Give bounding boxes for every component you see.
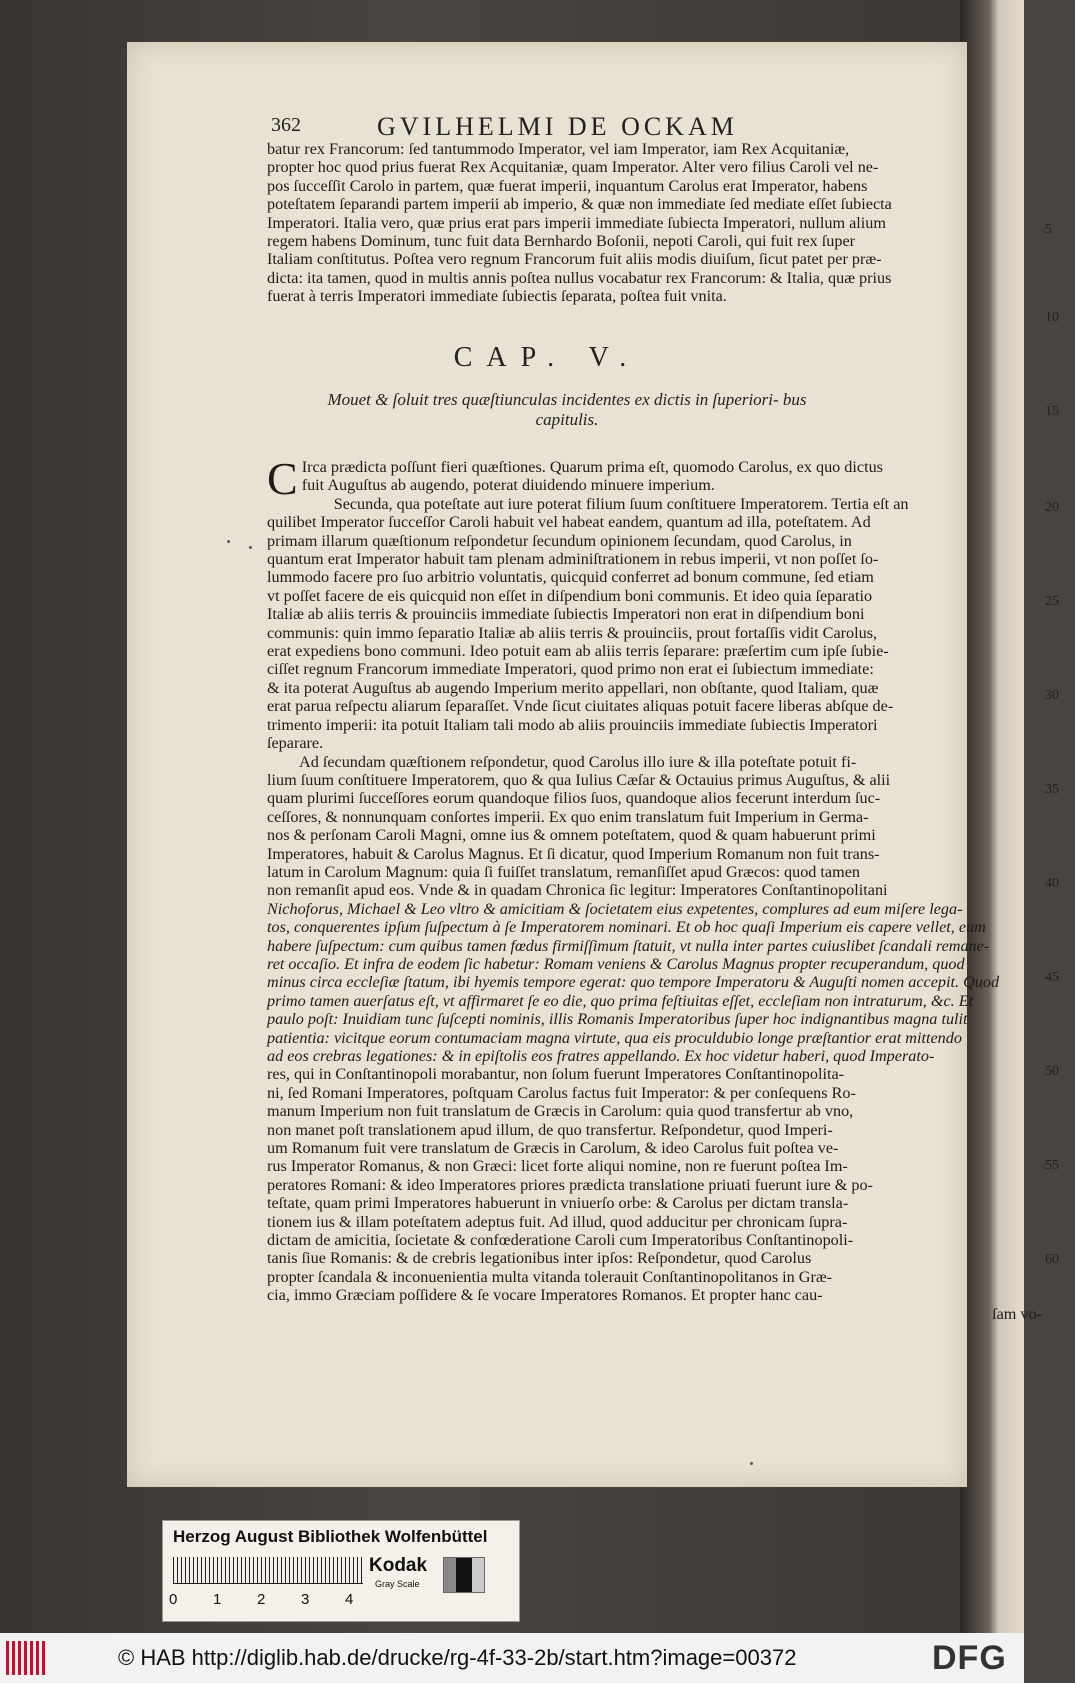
text-line: ciſſet regnum Francorum immediate Imperatori, quod primo non erat ei ſubiectum immediate: — [267, 660, 874, 679]
dfg-logo[interactable]: DFG — [932, 1639, 1007, 1677]
text-line: patientia: vicitque eorum contumaciam magna virtute, qua eis proculdubio longe præſtantior erat mittendo — [267, 1028, 962, 1047]
text-line: nos & perſonam Caroli Magni, omne ius & omnem poteſtatem, quod & quam habuerunt primi — [267, 826, 876, 845]
gray-scale-swatch — [443, 1557, 485, 1593]
text-block-top — [267, 140, 1042, 306]
text-line: tos, conquerentes ipſum ſuſpectum à ſe Imperatorem nominari. Et ob hoc quaſi Imperium eis capere vellet, eum — [267, 918, 986, 937]
text-line: quantum erat Imperator habuit tam plenam adminiſtrationem in rebus imperii, vt non poſſet ſo- — [267, 550, 879, 569]
line-number: 30 — [1045, 688, 1059, 703]
margin-mark — [750, 1462, 753, 1465]
copyright-link[interactable]: © HAB http://diglib.hab.de/drucke/rg-4f-33-2b/start.htm?image=00372 — [118, 1645, 797, 1670]
footer-bar — [0, 1633, 1024, 1683]
gray-scale-label: Gray Scale — [375, 1579, 420, 1589]
line-number: 25 — [1045, 594, 1059, 609]
text-line: non manet poſt translationem apud illum, de quo transfertur. Reſpondetur, quod Imperi- — [267, 1120, 833, 1139]
margin-mark — [227, 540, 230, 543]
text-line: teſtate, quam primi Imperatores habuerunt in vniuerſo orbe: & Carolus per dictam transla- — [267, 1194, 849, 1213]
text-line: peratores Romani: & ideo Imperatores priores prædicta translatione priuati fuerunt iure & po- — [267, 1175, 873, 1194]
text-line: ni, ſed Romani Imperatores, poſtquam Carolus factus fuit Imperator: & per conſequens Ro- — [267, 1083, 856, 1102]
page-number: 362 — [271, 114, 301, 136]
ruler-number: 2 — [257, 1591, 266, 1608]
line-number: 15 — [1045, 404, 1059, 419]
text-line: Italiam conſtitutus. Poſtea vero regnum Francorum fuit aliis modis diuiſum, ſicut patet per præ- — [267, 250, 882, 269]
text-block-main — [267, 453, 1042, 1323]
text-line: erat expediens bono communi. Ideo potuit eam ab aliis terris ſeparare: præſertim cum ipſe ſubie- — [267, 642, 889, 661]
text-line: primam illarum quæſtionum reſpondetur ſecundum opinionem ſecundam, quod Carolus, in — [267, 531, 852, 550]
text-line: tionem ius & illam poteſtatem adeptus fuit. Ad illud, quod adducitur per chronicam ſupra- — [267, 1212, 848, 1231]
text-line: Secunda, qua poteſtate aut iure poterat filium ſuum conſtituere Imperatorem. Tertia eſt an — [333, 494, 909, 513]
text-line: lummodo facere pro ſuo arbitrio voluntatis, quicquid conferret ad bonum commune, ſed etiam — [267, 568, 874, 587]
text-line: minus circa eccleſiæ ſtatum, ibi hyemis tempore egerat: quo tempore Imperatoru & Auguſti nomen accepit. Quod — [267, 973, 1000, 992]
line-number: 55 — [1045, 1158, 1059, 1173]
ruler-number: 3 — [301, 1591, 310, 1608]
text-line: batur rex Francorum: ſed tantummodo Imperator, vel iam Imperator, iam Rex Acquitaniæ, — [267, 140, 850, 158]
scale-ruler — [173, 1557, 363, 1584]
text-line: propter ſcandala & inconuenientia multa vitanda tolerauit Conſtantinopolitanos in Græ- — [267, 1267, 833, 1286]
text-line: vt poſſet facere de eis quicquid non eſſet in diſpendium boni communis. Et ideo quia ſeparatio — [267, 586, 873, 605]
text-line: & ita poterat Auguſtus ab augendo Imperium merito appellari, non obſtante, quod Italiam, quæ — [267, 678, 879, 697]
catchword: ſam vo- — [992, 1304, 1042, 1323]
text-line: primo tamen auerſatus eſt, vt affirmaret ſe eo die, quo prima feſtiuitas eſſet, eccleſiam non intraturum, &c. Et — [267, 991, 974, 1010]
text-line: fuerat à terris Imperatori immediate ſubiectis ſeparata, poſtea fuit vnita. — [267, 287, 727, 306]
library-color-target — [162, 1520, 520, 1622]
ruler-numbers — [169, 1591, 369, 1611]
text-line: propter hoc quod prius fuerat Rex Acquitaniæ, quam Imperator. Alter vero filius Caroli vel ne- — [267, 158, 879, 177]
line-number: 60 — [1045, 1252, 1059, 1267]
text-line: um Romanum fuit vere translatum de Græcis in Carolum, & ideo Carolus fuit poſtea ve- — [267, 1139, 839, 1158]
text-line: pos ſucceſſit Carolo in partem, quæ fuerat imperii, inquantum Carolus erat Imperator, habens — [267, 176, 868, 195]
line-number: 40 — [1045, 876, 1059, 891]
line-number: 20 — [1045, 500, 1059, 515]
text-line: lium ſuum conſtituere Imperatorem, quo & qua Iulius Cæſar & Octauius primus Auguſtus, & alii — [267, 770, 891, 789]
text-line: tanis ſiue Romanis: & de crebris legationibus inter ipſos: Reſpondetur, quod Carolus — [267, 1249, 812, 1268]
line-number: 45 — [1045, 970, 1059, 985]
text-line: quilibet Imperator ſucceſſor Caroli habuit vel habeat eandem, quantum ad illa, poteſtatem. Ad — [267, 513, 871, 532]
book-page — [127, 42, 1059, 1487]
margin-mark — [249, 546, 252, 549]
text-line: dicta: ita tamen, quod in multis annis poſtea nullus vocabatur rex Francorum: & Italia, quæ prius — [267, 268, 892, 287]
running-head — [127, 112, 967, 142]
text-line: Irca prædicta poſſunt fieri quæſtiones. Quarum prima eſt, quomodo Carolus, ex quo dictus — [301, 458, 883, 476]
text-line: Italiæ ab aliis terris & prouinciis immediate ſubiectis Imperatori non erat in diſpendium boni — [267, 605, 865, 624]
library-name: Herzog August Bibliothek Wolfenbüttel — [173, 1527, 488, 1546]
text-line: erat parua reſpectu aliarum ſeparaſſet. Vnde ſicut ciuitates aliquas potuit facere liberas abſque de- — [267, 697, 894, 716]
text-line: ad eos crebras legationes: & in epiſtolis eos fratres appellando. Ex hoc videtur haberi, quod Imperato- — [267, 1047, 935, 1065]
line-number: 5 — [1045, 222, 1052, 237]
text-line: ceſſores, & nonnunquam conſortes imperii. Ex quo enim translatum fuit Imperium in Germa- — [267, 807, 869, 826]
kodak-logo: Kodak — [369, 1555, 428, 1576]
line-number: 50 — [1045, 1064, 1059, 1079]
running-title: GVILHELMI DE OCKAM — [377, 112, 738, 141]
text-line: manum Imperium non fuit translatum de Græcis in Carolum: quia quod transfertur ab vno, — [267, 1102, 854, 1121]
text-line: communis: quin immo ſeparatio Italiæ ab aliis terris & prouinciis, prout fortaſſis vidit Carolus, — [267, 623, 878, 642]
text-line: Ad ſecundam quæſtionem reſpondetur, quod Carolus illo iure & illa poteſtate potuit fi- — [299, 752, 857, 771]
text-line: Imperatori. Italia vero, quæ prius erat pars imperii immediate ſubiecta Imperatori, nullum alium — [267, 213, 886, 232]
ruler-number: 4 — [345, 1591, 354, 1608]
chapter-summary: Mouet & ſoluit tres quæſtiunculas incidentes ex dictis in ſuperiori- bus capitulis. — [327, 390, 807, 429]
text-line: cia, immo Græciam poſſidere & ſe vocare Imperatores Romanos. Et propter hanc cau- — [267, 1286, 823, 1305]
text-line: latum in Carolum Magnum: quia ſi fuiſſet translatum, remanſiſſet apud Græcos: quod tamen — [267, 862, 860, 881]
text-line: fuit Auguſtus ab augendo, poterat diuidendo minuere imperium. — [301, 476, 715, 495]
chapter-heading: CAP. V. — [453, 342, 641, 373]
text-line: non remanſit apud eos. Vnde & in quadam Chronica ſic legitur: Imperatores Conſtantinopolitani — [267, 881, 888, 900]
text-line: habere ſuſpectum: cum quibus tamen fœdus firmiſſimum ſtatuit, vt nulla inter partes cuiuslibet ſcandali remane- — [267, 936, 990, 955]
text-line: res, qui in Conſtantinopoli morabantur, non ſolum fuerunt Imperatores Conſtantinopolita- — [267, 1065, 845, 1084]
text-line: Nichoforus, Michael & Leo vltro & amicitiam & ſocietatem eius expetentes, complures ad eum miſere lega- — [267, 899, 963, 918]
text-line: ſeparare. — [267, 734, 324, 753]
text-line: regem habens Dominum, tunc fuit data Bernhardo Boſonii, nepoti Caroli, qui fuit rex ſuper — [267, 232, 856, 251]
drop-capital: C — [267, 453, 298, 504]
hab-logo-icon[interactable] — [6, 1641, 46, 1675]
text-line: trimento imperii: ita potuit Italiam tali modo ab aliis prouinciis immediate ſubiectis Imperatori — [267, 715, 878, 734]
text-line: Imperatores, habuit & Carolus Magnus. Et ſi dicatur, quod Imperium Romanum non fuit trans- — [267, 844, 880, 863]
ruler-number: 1 — [213, 1591, 222, 1608]
line-number: 10 — [1045, 310, 1059, 325]
ruler-number: 0 — [169, 1591, 178, 1608]
text-line: dictam de amicitia, ſocietate & confœderatione Caroli cum Imperatoribus Conſtantinopoli- — [267, 1231, 854, 1250]
text-line: paulo poſt: Inuidiam tunc ſuſcepti nominis, illis Romanis Imperatoribus ſuper hoc indignantibus magna tulit — [267, 1010, 968, 1029]
text-line: quam plurimi ſucceſſores eorum quandoque filios ſuos, quandoque alios fecerunt interdum ſuc- — [267, 789, 881, 808]
line-number: 35 — [1045, 782, 1059, 797]
text-line: poteſtatem ſeparandi partem imperii ab imperio, & quæ non immediate ſed mediate eſſet ſubiecta — [267, 195, 892, 214]
text-line: rus Imperator Romanus, & non Græci: licet forte aliqui nomine, non re fuerunt poſtea Im- — [267, 1157, 848, 1176]
text-line: ret occaſio. Et infra de eodem ſic habetur: Romam veniens & Carolus Magnus propter recuperandum, quod — [267, 954, 965, 973]
